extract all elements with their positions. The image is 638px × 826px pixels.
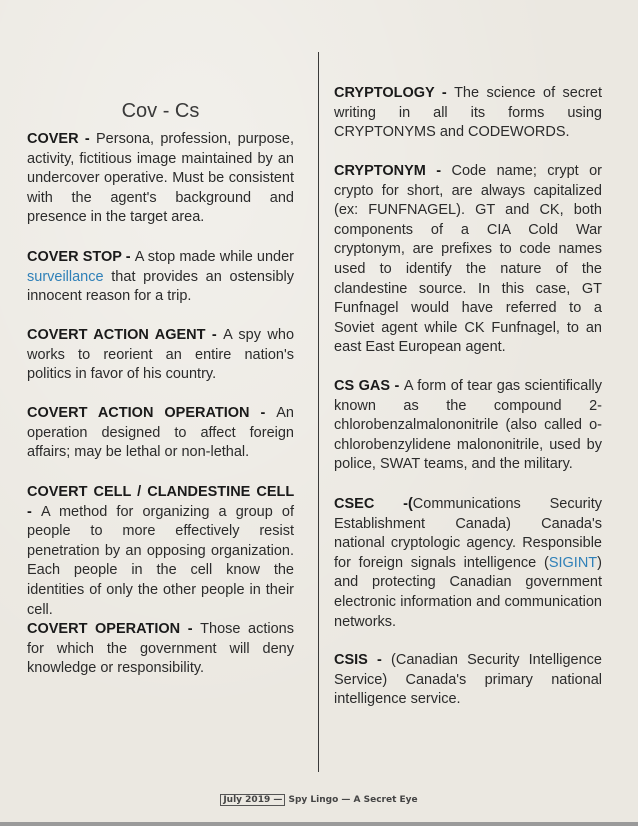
term-separator: - <box>27 503 41 520</box>
glossary-definition: Those actions for which the government will deny knowledge or responsibility. <box>27 621 294 677</box>
term-separator: -( <box>374 496 413 512</box>
glossary-entry <box>27 326 294 385</box>
glossary-definition: Code name; crypt or crypto for short, are always capitalized (ex: FUNFNAGEL). GT and CK, both components of a CIA Cold War cryptonym, are prefixes to code names used to identify the nature of the clandestine source. In this case, GT Funfnagel would have referred to a Soviet agent while CK Funfnagel, to an east East European agent. <box>334 163 602 356</box>
glossary-term: COVERT OPERATION <box>27 621 181 637</box>
glossary-entry <box>27 130 294 228</box>
glossary-entry <box>334 377 602 475</box>
glossary-term: COVER STOP <box>27 249 122 265</box>
glossary-term: CSEC <box>334 496 375 512</box>
term-separator: - <box>390 378 404 394</box>
term-separator: - <box>121 249 135 265</box>
term-separator: - <box>180 621 201 637</box>
glossary-definition: Communications Security Establishment Canada) Canada's national cryptologic agency. Responsible for foreign signals intelligence ( <box>334 496 602 571</box>
bottom-rule <box>0 822 638 826</box>
term-separator: - <box>434 85 455 101</box>
glossary-definition: The science of secret writing in all its forms using CRYPTONYMS and CODEWORDS. <box>334 85 602 141</box>
glossary-term: CS GAS <box>334 378 391 394</box>
glossary-term: COVERT ACTION AGENT <box>27 327 206 343</box>
page-footer <box>0 795 638 805</box>
glossary-definition: (Canadian Security Intelligence Service) Canada's primary national intelligence service. <box>334 652 602 708</box>
glossary-entry <box>334 495 602 632</box>
glossary-definition: that provides an ostensibly innocent reason for a trip. <box>27 268 294 305</box>
glossary-entry <box>27 404 294 463</box>
glossary-definition: ) and protecting Canadian government electronic information and communication networks. <box>334 554 602 630</box>
glossary-term: CRYPTONYM <box>334 163 426 179</box>
glossary-definition: Persona, profession, purpose, activity, fictitious image maintained by an undercover operative. Must be consistent with the agent's background and presence in the target area. <box>27 131 295 226</box>
footer-date: July 2019 — <box>220 794 285 806</box>
term-separator: - <box>78 131 97 147</box>
footer-title: Spy Lingo — A Secret Eye <box>285 795 418 805</box>
glossary-definition: A form of tear gas scientifically known as the compound 2-chlorobenzalmalononitrile (also called o-chlorobenzylidene malononitrile, used by police, SWAT teams, and the military. <box>334 378 603 473</box>
glossary-link[interactable]: surveillance <box>27 268 104 285</box>
glossary-entry <box>27 620 294 679</box>
glossary-term: COVER <box>27 131 79 147</box>
glossary-entry <box>334 84 602 143</box>
glossary-entry <box>27 483 294 620</box>
glossary-entry <box>27 248 294 307</box>
glossary-definition: An operation designed to affect foreign affairs; may be lethal or non-lethal. <box>27 405 294 461</box>
glossary-definition: A spy who works to reorient an entire nation's politics in favor of his country. <box>27 327 295 383</box>
glossary-definition: A method for organizing a group of people to more effectively resist penetration by an opposing organization. Each people in the cell know the identities of only the other people in their cell. <box>27 503 294 618</box>
glossary-link[interactable]: SIGINT <box>548 554 598 571</box>
term-separator: - <box>249 405 277 421</box>
glossary-term: COVERT ACTION OPERATION <box>27 405 250 421</box>
glossary-definition: A stop made while under <box>134 249 294 265</box>
page-heading: Cov - Cs <box>121 100 200 122</box>
glossary-term: COVERT CELL / CLANDESTINE CELL <box>27 484 294 500</box>
glossary-entry <box>334 162 602 358</box>
glossary-entry <box>334 651 602 710</box>
term-separator: - <box>205 327 224 343</box>
term-separator: - <box>425 163 452 179</box>
glossary-term: CSIS <box>334 652 368 668</box>
column-divider <box>318 52 319 772</box>
glossary-term: CRYPTOLOGY <box>334 85 435 101</box>
term-separator: - <box>367 652 392 668</box>
